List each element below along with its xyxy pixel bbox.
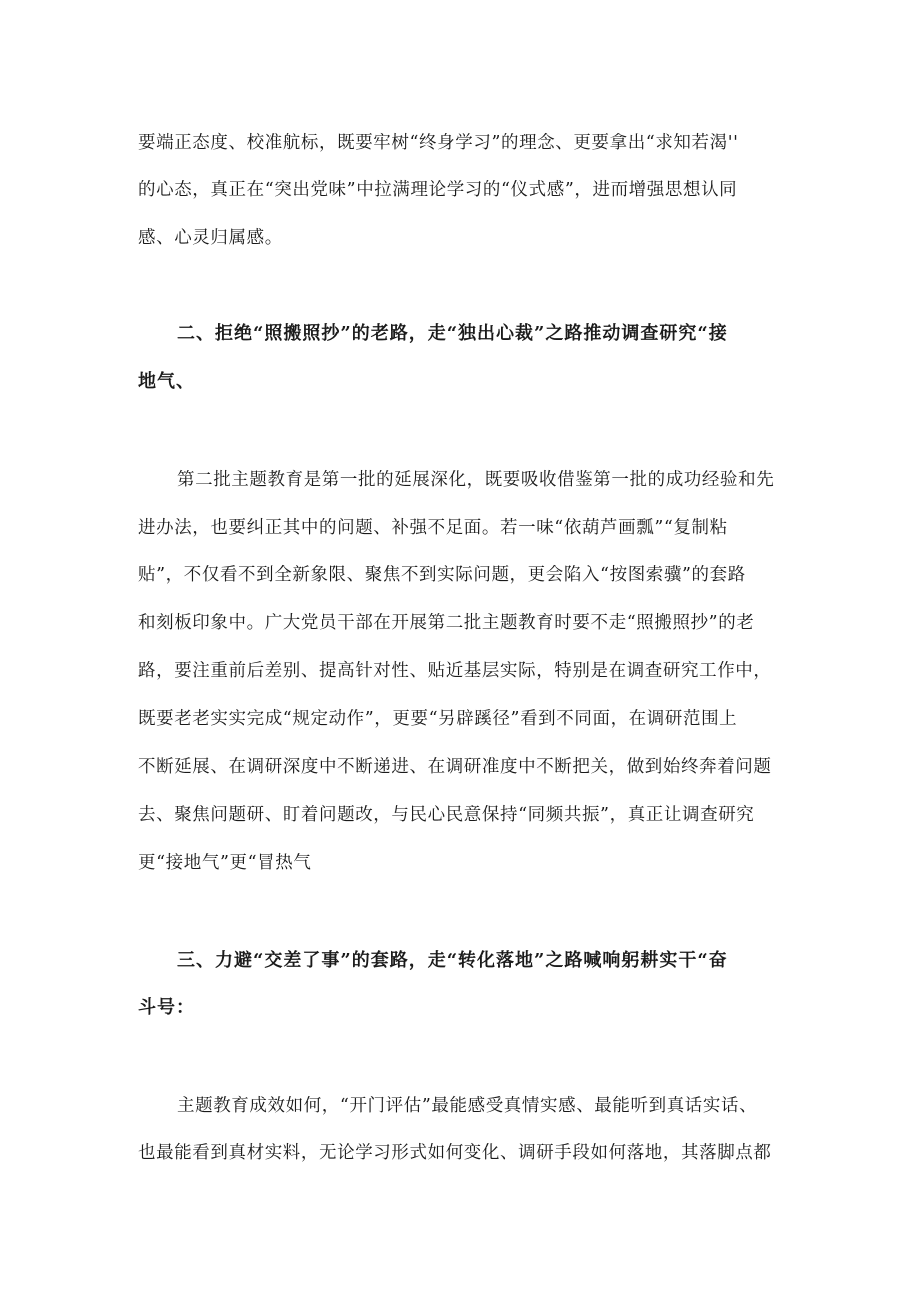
paragraph-line: 路，要注重前后差别、提高针对性、贴近基层实际，特别是在调查研究工作中， [138,661,772,681]
paragraph-line: 和刻板印象中。广大党员干部在开展第二批主题教育时要不走“照搬照抄”的老 [138,613,755,633]
paragraph-line: 也最能看到真材实料，无论学习形式如何变化、调研手段如何落地，其落脚点都 [138,1143,772,1163]
paragraph-line: 进办法，也要纠正其中的问题、补强不足面。若一味“依葫芦画瓢”“复制粘 [138,518,728,538]
paragraph-line: 更“接地气”更“冒热气 [138,853,312,873]
heading-line: 三、力避“交差了事”的套路，走“转化落地”之路喊响躬耕实干“奋 [177,950,728,971]
paragraph-line: 的心态，真正在“突出党味”中拉满理论学习的“仪式感”，进而增强思想认同 [138,180,738,200]
paragraph-line: 贴”，不仅看不到全新象限、聚焦不到实际问题，更会陷入“按图索骥”的套路 [138,565,746,585]
heading-line: 地气、 [138,371,195,392]
paragraph-line: 去、聚焦问题研、盯着问题改，与民心民意保持“同频共振”，真正让调查研究 [138,805,755,825]
paragraph-line: 要端正态度、校准航标，既要牢树“终身学习”的理念、更要拿出“求知若渴'' [138,133,739,153]
paragraph-line: 主题教育成效如何，“开门评估”最能感受真情实感、最能听到真话实话、 [177,1096,758,1116]
heading-line: 斗号： [138,997,195,1018]
paragraph-line: 第二批主题教育是第一批的延展深化，既要吸收借鉴第一批的成功经验和先 [177,470,775,490]
paragraph-line: 既要老老实实完成“规定动作”，更要“另辟蹊径”看到不同面，在调研范围上 [138,709,738,729]
paragraph-line: 感、心灵归属感。 [138,228,283,248]
heading-line: 二、拒绝“照搬照抄”的老路，走“独出心裁”之路推动调查研究“接 [177,323,728,344]
paragraph-line: 不断延展、在调研深度中不断递进、在调研准度中不断把关，做到始终奔着问题 [138,757,772,777]
